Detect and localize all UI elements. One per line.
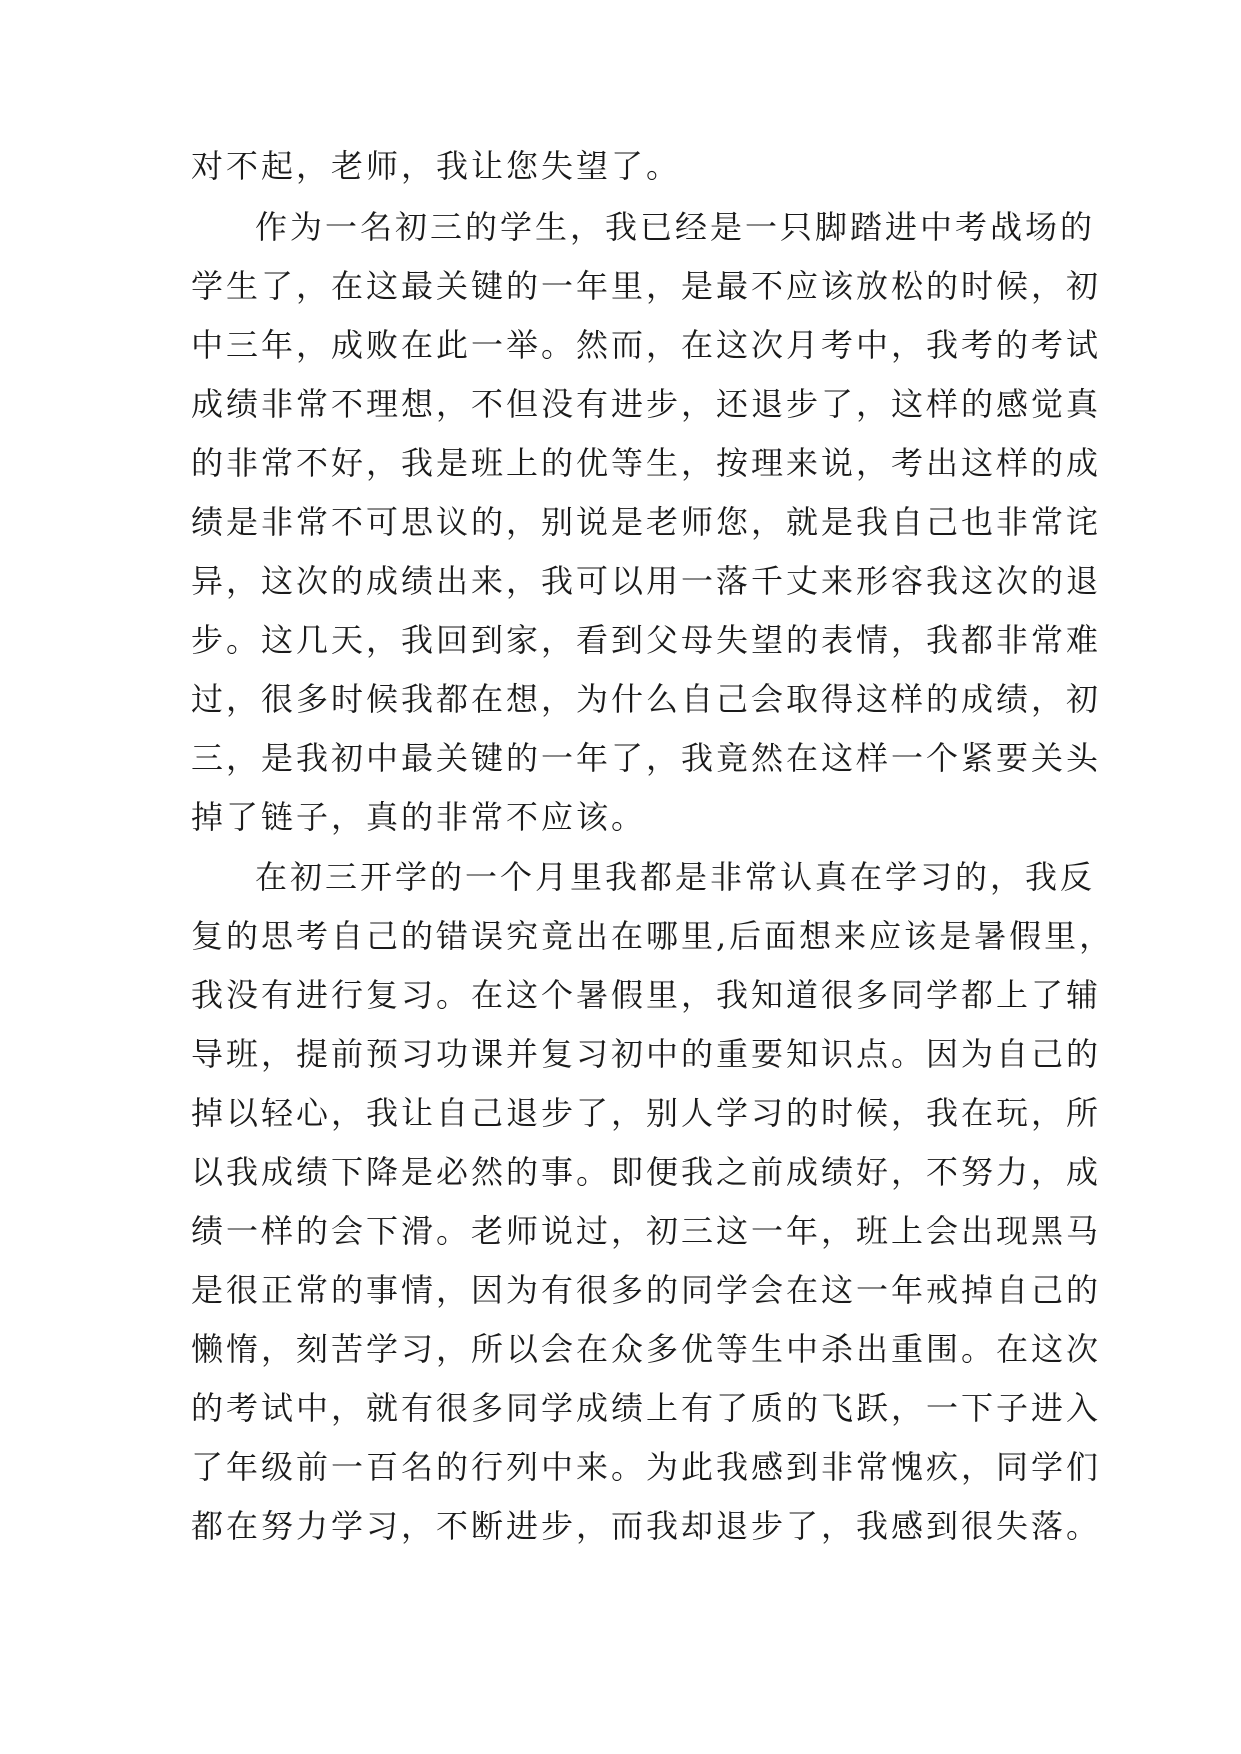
text-line: 绩一样的会下滑。老师说过，初三这一年，班上会出现黑马 <box>191 1212 1102 1250</box>
text-line: 我没有进行复习。在这个暑假里，我知道很多同学都上了辅 <box>191 976 1102 1014</box>
text-line: 异，这次的成绩出来，我可以用一落千丈来形容我这次的退 <box>191 562 1102 600</box>
text-line: 以我成绩下降是必然的事。即便我之前成绩好，不努力，成 <box>191 1153 1102 1191</box>
text-line: 了年级前一百名的行列中来。为此我感到非常愧疚，同学们 <box>191 1448 1102 1486</box>
text-line: 过，很多时候我都在想，为什么自己会取得这样的成绩，初 <box>191 680 1102 718</box>
paragraph-start-line: 作为一名初三的学生，我已经是一只脚踏进中考战场的 <box>255 208 1096 246</box>
text-line: 复的思考自己的错误究竟出在哪里,后面想来应该是暑假里， <box>191 917 1115 955</box>
text-line: 中三年，成败在此一举。然而，在这次月考中，我考的考试 <box>191 326 1102 364</box>
text-line: 学生了，在这最关键的一年里，是最不应该放松的时候，初 <box>191 267 1102 305</box>
text-line: 的考试中，就有很多同学成绩上有了质的飞跃，一下子进入 <box>191 1389 1102 1427</box>
text-line: 都在努力学习，不断进步，而我却退步了，我感到很失落。 <box>191 1507 1102 1545</box>
text-line: 导班，提前预习功课并复习初中的重要知识点。因为自己的 <box>191 1035 1102 1073</box>
text-line: 懒惰，刻苦学习，所以会在众多优等生中杀出重围。在这次 <box>191 1330 1102 1368</box>
text-line: 成绩非常不理想，不但没有进步，还退步了，这样的感觉真 <box>191 385 1102 423</box>
text-line: 掉了链子，真的非常不应该。 <box>191 798 647 836</box>
text-line: 的非常不好，我是班上的优等生，按理来说，考出这样的成 <box>191 444 1102 482</box>
text-line: 掉以轻心，我让自己退步了，别人学习的时候，我在玩，所 <box>191 1094 1102 1132</box>
text-line: 三，是我初中最关键的一年了，我竟然在这样一个紧要关头 <box>191 739 1102 777</box>
text-line: 步。这几天，我回到家，看到父母失望的表情，我都非常难 <box>191 621 1102 659</box>
text-line: 是很正常的事情，因为有很多的同学会在这一年戒掉自己的 <box>191 1271 1102 1309</box>
paragraph-start-line: 在初三开学的一个月里我都是非常认真在学习的，我反 <box>255 858 1096 896</box>
text-line: 对不起，老师，我让您失望了。 <box>191 147 682 185</box>
text-line: 绩是非常不可思议的，别说是老师您，就是我自己也非常诧 <box>191 503 1102 541</box>
